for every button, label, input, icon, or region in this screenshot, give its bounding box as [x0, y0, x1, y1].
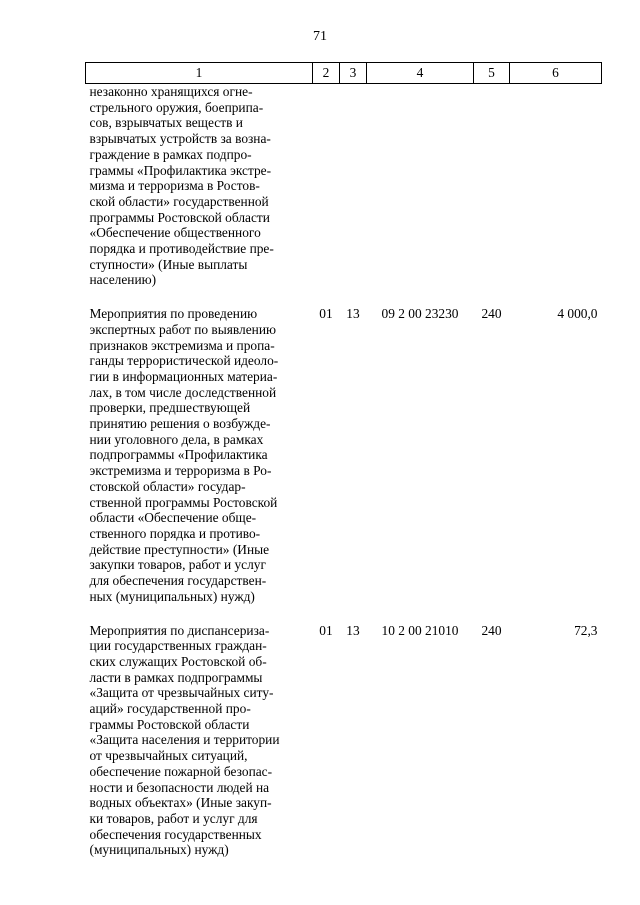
description-line: области «Обеспечение обще- [89, 510, 257, 526]
amount: 72,3 [574, 622, 598, 638]
row-description [86, 84, 313, 307]
description-line: обеспечения государственных [89, 826, 262, 842]
description-line: ственного порядка и противо- [89, 525, 261, 541]
description-line: стрельного оружия, боеприпа- [89, 99, 264, 115]
description-line: водных объектах» (Иные закуп- [89, 795, 272, 811]
description-line: принятию решения о возбужде- [89, 416, 271, 432]
description-line: стовской области» государ- [89, 478, 246, 494]
description-line: Мероприятия по диспансериза- [89, 622, 270, 638]
description-line: граммы «Профилактика экстре- [89, 162, 272, 178]
description-line: подпрограммы «Профилактика [89, 447, 268, 463]
description-line: «Обеспечение общественного [89, 225, 261, 241]
description-line: мизма и терроризма в Ростов- [89, 178, 260, 194]
header-col-2: 2 [313, 63, 340, 84]
description-line: проверки, предшествующей [89, 400, 251, 416]
description-line: нии уголовного дела, в рамках [89, 431, 264, 447]
description-line: ности и безопасности людей на [89, 779, 270, 795]
description-line: для обеспечения государствен- [89, 573, 267, 589]
amount [510, 84, 602, 307]
target-article-code: 09 2 00 23230 [381, 306, 459, 322]
description-line: экспертных работ по выявлению [89, 321, 277, 337]
description-line: ных (муниципальных) нужд) [89, 588, 255, 604]
header-col-5: 5 [474, 63, 510, 84]
section-code: 01 [319, 622, 333, 638]
section-code [313, 84, 340, 307]
table-body [86, 84, 602, 859]
table-header-row [86, 63, 602, 84]
table-row [86, 623, 602, 859]
description-line: обеспечение пожарной безопас- [89, 763, 273, 779]
description-line: действие преступности» (Иные [89, 541, 270, 557]
subsection-code: 13 [346, 622, 360, 638]
description-line: программы Ростовской области [89, 209, 270, 225]
subsection-code [340, 84, 367, 307]
target-article-code [367, 84, 474, 307]
header-col-3: 3 [340, 63, 367, 84]
description-line: признаков экстремизма и пропа- [89, 337, 275, 353]
description-line: лах, в том числе доследственной [89, 384, 277, 400]
row-description [86, 306, 313, 622]
row-description [86, 623, 313, 859]
description-line: ской области» государственной [89, 193, 269, 209]
target-article-code: 10 2 00 21010 [381, 622, 459, 638]
budget-table [85, 62, 602, 858]
description-line: ских служащих Ростовской об- [89, 653, 267, 669]
table-row [86, 306, 602, 622]
amount: 4 000,0 [557, 306, 598, 322]
description-line: «Защита населения и территории [89, 732, 280, 748]
expense-type-code: 240 [481, 622, 502, 638]
header-col-4: 4 [367, 63, 474, 84]
page-number: 71 [313, 29, 327, 44]
description-line: закупки товаров, работ и услуг [89, 557, 266, 573]
expense-type-code: 240 [481, 306, 502, 322]
description-line: сов, взрывчатых веществ и [89, 115, 243, 131]
description-line: населению) [89, 272, 157, 288]
description-line: ции государственных граждан- [89, 638, 267, 654]
description-line: порядка и противодействие пре- [89, 241, 274, 257]
description-line: ганды террористической идеоло- [89, 353, 279, 369]
description-line: Мероприятия по проведению [89, 306, 258, 322]
description-line: аций» государственной про- [89, 701, 251, 717]
header-col-6: 6 [510, 63, 602, 84]
description-line: экстремизма и терроризма в Ро- [89, 463, 272, 479]
expense-type-code [474, 84, 510, 307]
description-line: незаконно хранящихся огне- [89, 84, 253, 99]
description-line: граждение в рамках подпро- [89, 146, 252, 162]
description-line: граммы Ростовской области [89, 716, 250, 732]
table-row [86, 84, 602, 307]
description-line: «Защита от чрезвычайных ситу- [89, 685, 274, 701]
description-line: (муниципальных) нужд) [89, 842, 229, 858]
subsection-code: 13 [346, 306, 360, 322]
header-col-1: 1 [86, 63, 313, 84]
description-line: ственной программы Ростовской [89, 494, 278, 510]
description-line: ласти в рамках подпрограммы [89, 669, 263, 685]
description-line: ки товаров, работ и услуг для [89, 810, 258, 826]
description-line: взрывчатых устройств за возна- [89, 131, 271, 147]
section-code: 01 [319, 306, 333, 322]
description-line: гии в информационных материа- [89, 368, 278, 384]
description-line: от чрезвычайных ситуаций, [89, 748, 248, 764]
description-line: ступности» (Иные выплаты [89, 256, 248, 272]
